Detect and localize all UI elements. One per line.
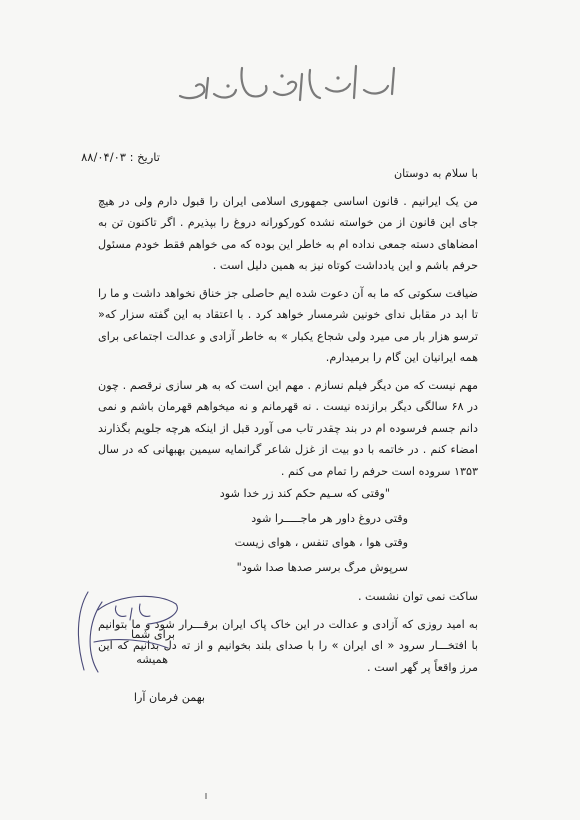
- poem-line: وقتی هوا ، هوای تنفس ، هوای زیست: [234, 536, 408, 549]
- greeting: با سلام به دوستان: [393, 167, 478, 180]
- letter-date: تاریخ : ۸۸/۰۴/۰۳: [81, 150, 160, 164]
- poem-line: وقتی دروغ داور هر ماجـــــرا شود: [251, 511, 408, 525]
- poem-line: سرپوش مرگ برسر صدها صدا شود": [236, 560, 408, 574]
- closing-line: برای شما: [131, 628, 175, 641]
- letterhead-logo: [170, 48, 410, 118]
- poem-line: "وقتی که سـیم حکم کند زر خدا شود: [219, 487, 390, 500]
- paragraph-3: مهم نیست که من دیگر فیلم نسازم . مهم این است که به هر سازی نرقصم . چون در ۶۸ سالگی دیگر برازنده نیست . نه قهرمانم و نه میخواهم قهرمان باشم و نمی دانم جسم فرسوده ام در بند چقدر تاب می آورد قبل از اینکه هرچه جلویم بگذارند امضاء کنم . در خاتمه با دو بیت از غزل شاعر گرانمایه سیمین بهبهانی که در سال ۱۳۵۳ سروده است حرفم را تمام می کنم .: [98, 378, 478, 478]
- paragraph-1: من یک ایرانیم . قانون اساسی جمهوری اسلامی ایران را قبول دارم ولی در هیچ جای این قانون از من خواسته نشده کورکورانه دروغ را بپذیرم . اگر تاکنون تن به امضاهای دسته جمعی نداده ام به خاطر این بوده که می خواهم فقط خودم مسئول حرفم باشم و این یادداشت کوتاه نیز به همین دلیل است .: [98, 194, 478, 272]
- page-mark: [203, 792, 209, 800]
- after-poem-line: ساکت نمی توان نشست .: [357, 590, 478, 603]
- paragraph-2: ضیافت سکوتی که ما به آن دعوت شده ایم حاصلی جز خناق نخواهد داشت و ما را تا ابد در مقابل ندای خونین شرمسار خواهد کرد . با اعتقاد به این گفته سزار که« ترسو هزار بار می میرد ولی شجاع یکبار » به خاطر آزادی و عدالت اجتماعی برای همه ایرانیان این گام را برمیدارم.: [98, 286, 478, 364]
- final-paragraph: به امید روزی که آزادی و عدالت در این خاک پاک ایران برقـــرار شود و ما بتوانیم با افتخـــار سرود « ای ایران » را با صدای بلند بخوانیم و از ته دل بدانیم که این مرز واقعاً پر گهر است .: [98, 617, 478, 674]
- poem: [98, 482, 478, 580]
- signer-name: بهمن فرمان آرا: [133, 691, 205, 704]
- closing-block: [95, 585, 215, 715]
- closing-line: همیشه: [136, 653, 168, 666]
